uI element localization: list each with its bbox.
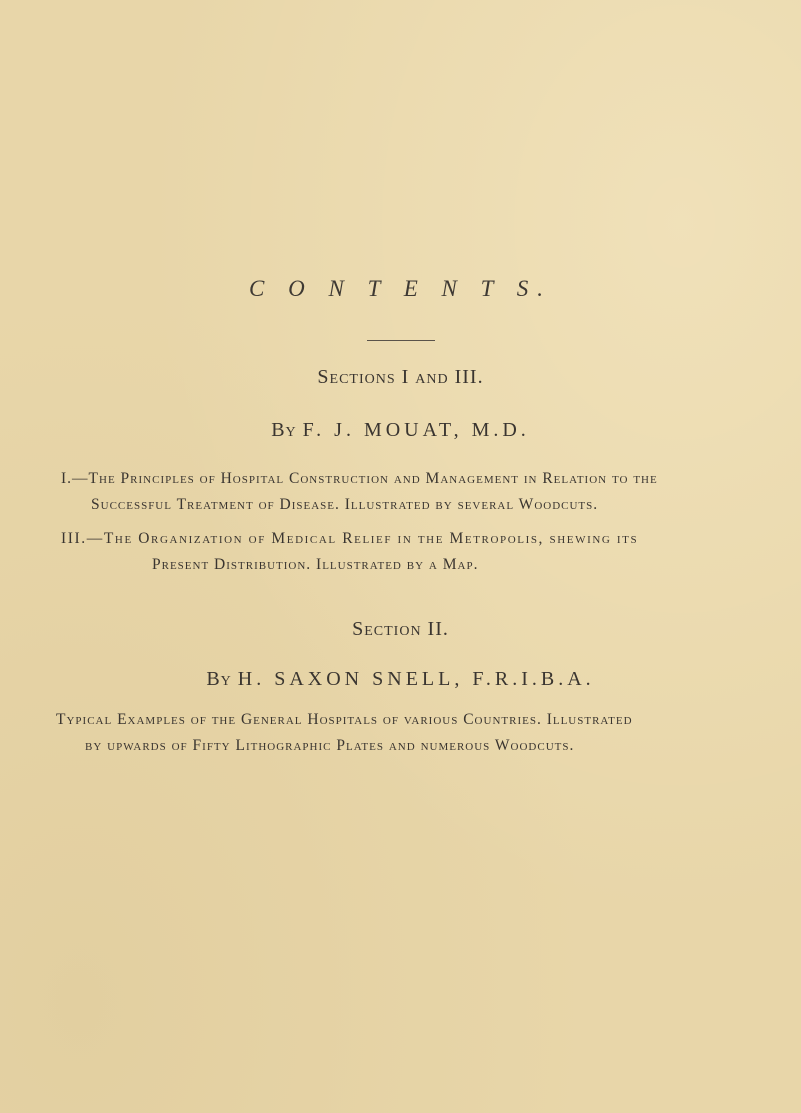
author-name-snell: H. SAXON SNELL, F.R.I.B.A. bbox=[237, 668, 595, 690]
author-line-snell bbox=[0, 668, 801, 691]
author-prefix: By bbox=[206, 668, 232, 690]
contents-title: C O N T E N T S. bbox=[249, 276, 552, 301]
author-name-mouat: F. J. MOUAT, M.D. bbox=[302, 419, 530, 441]
contents-entry-two bbox=[0, 707, 801, 759]
entry-three-line-1: III.—The Organization of Medical Relief in the Metropolis, shewing its bbox=[61, 530, 639, 547]
entry-three-line-2: Present Distribution. Illustrated by a Map. bbox=[152, 556, 479, 573]
entry-two-line-1: Typical Examples of the General Hospitals of various Countries. Illustrated bbox=[56, 711, 633, 728]
author-line-mouat bbox=[0, 419, 801, 442]
title-divider bbox=[367, 340, 435, 341]
entry-one-line-1: I.—The Principles of Hospital Construction and Management in Relation to the bbox=[61, 470, 658, 487]
entry-two-line-2: by upwards of Fifty Lithographic Plates and numerous Woodcuts. bbox=[85, 737, 575, 754]
contents-entry-three bbox=[0, 526, 801, 578]
section-heading-two: Section II. bbox=[352, 618, 449, 640]
section-heading-one-three: Sections I and III. bbox=[317, 366, 484, 388]
author-prefix: By bbox=[271, 419, 297, 441]
contents-entry-one bbox=[0, 466, 801, 518]
entry-one-line-2: Successful Treatment of Disease. Illustrated by several Woodcuts. bbox=[91, 496, 599, 513]
